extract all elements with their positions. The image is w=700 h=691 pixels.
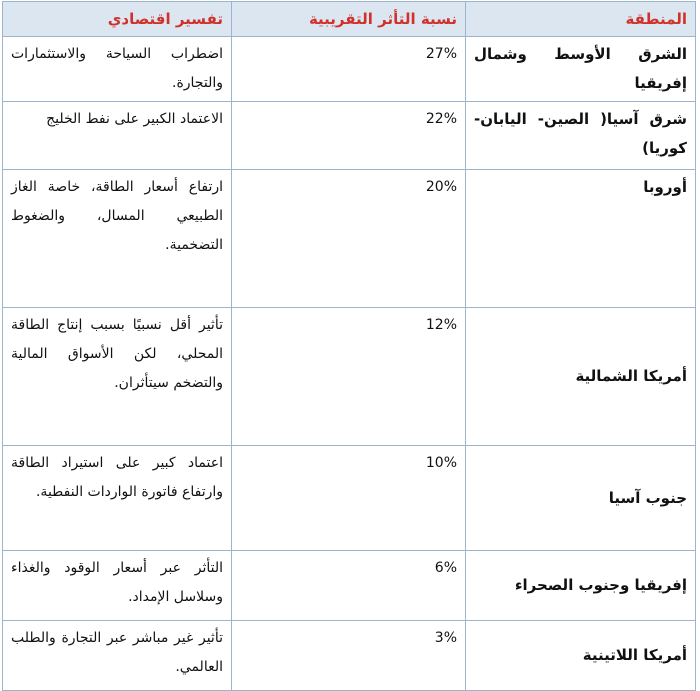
table-row	[3, 37, 696, 102]
table-row	[3, 308, 696, 446]
explanation-cell: الاعتماد الكبير على نفط الخليج	[3, 102, 232, 170]
explanation-cell: تأثير غير مباشر عبر التجارة والطلب العالمي.	[3, 621, 232, 691]
impact-cell: 20%	[232, 170, 466, 308]
explanation-cell: ارتفاع أسعار الطاقة، خاصة الغاز الطبيعي المسال، والضغوط التضخمية.	[3, 170, 232, 308]
region-cell: أوروبا	[466, 170, 696, 308]
impact-cell: 10%	[232, 446, 466, 551]
table-row	[3, 446, 696, 551]
header-impact: نسبة التأثر التقريبية	[232, 2, 466, 37]
explanation-cell: اضطراب السياحة والاستثمارات والتجارة.	[3, 37, 232, 102]
explanation-cell: التأثر عبر أسعار الوقود والغذاء وسلاسل الإمداد.	[3, 551, 232, 621]
region-cell: أمريكا الشمالية	[466, 308, 696, 446]
explanation-cell: اعتماد كبير على استيراد الطاقة وارتفاع فاتورة الواردات النفطية.	[3, 446, 232, 551]
impact-cell: 12%	[232, 308, 466, 446]
region-cell: شرق آسيا( الصين- اليابان- كوريا)	[466, 102, 696, 170]
header-region: المنطقة	[466, 2, 696, 37]
header-explanation: تفسير اقتصادي	[3, 2, 232, 37]
impact-table-container	[3, 1, 696, 691]
impact-cell: 27%	[232, 37, 466, 102]
table-row	[3, 621, 696, 691]
table-row	[3, 170, 696, 308]
region-cell: جنوب آسيا	[466, 446, 696, 551]
region-cell: الشرق الأوسط وشمال إفريقيا	[466, 37, 696, 102]
explanation-cell: تأثير أقل نسبيًا بسبب إنتاج الطاقة المحلي، لكن الأسواق المالية والتضخم سيتأثران.	[3, 308, 232, 446]
impact-cell: 22%	[232, 102, 466, 170]
impact-cell: 3%	[232, 621, 466, 691]
table-header-row	[3, 2, 696, 37]
table-row	[3, 102, 696, 170]
impact-cell: 6%	[232, 551, 466, 621]
region-cell: إفريقيا وجنوب الصحراء	[466, 551, 696, 621]
region-cell: أمريكا اللاتينية	[466, 621, 696, 691]
table-row	[3, 551, 696, 621]
regional-impact-table	[2, 1, 696, 691]
